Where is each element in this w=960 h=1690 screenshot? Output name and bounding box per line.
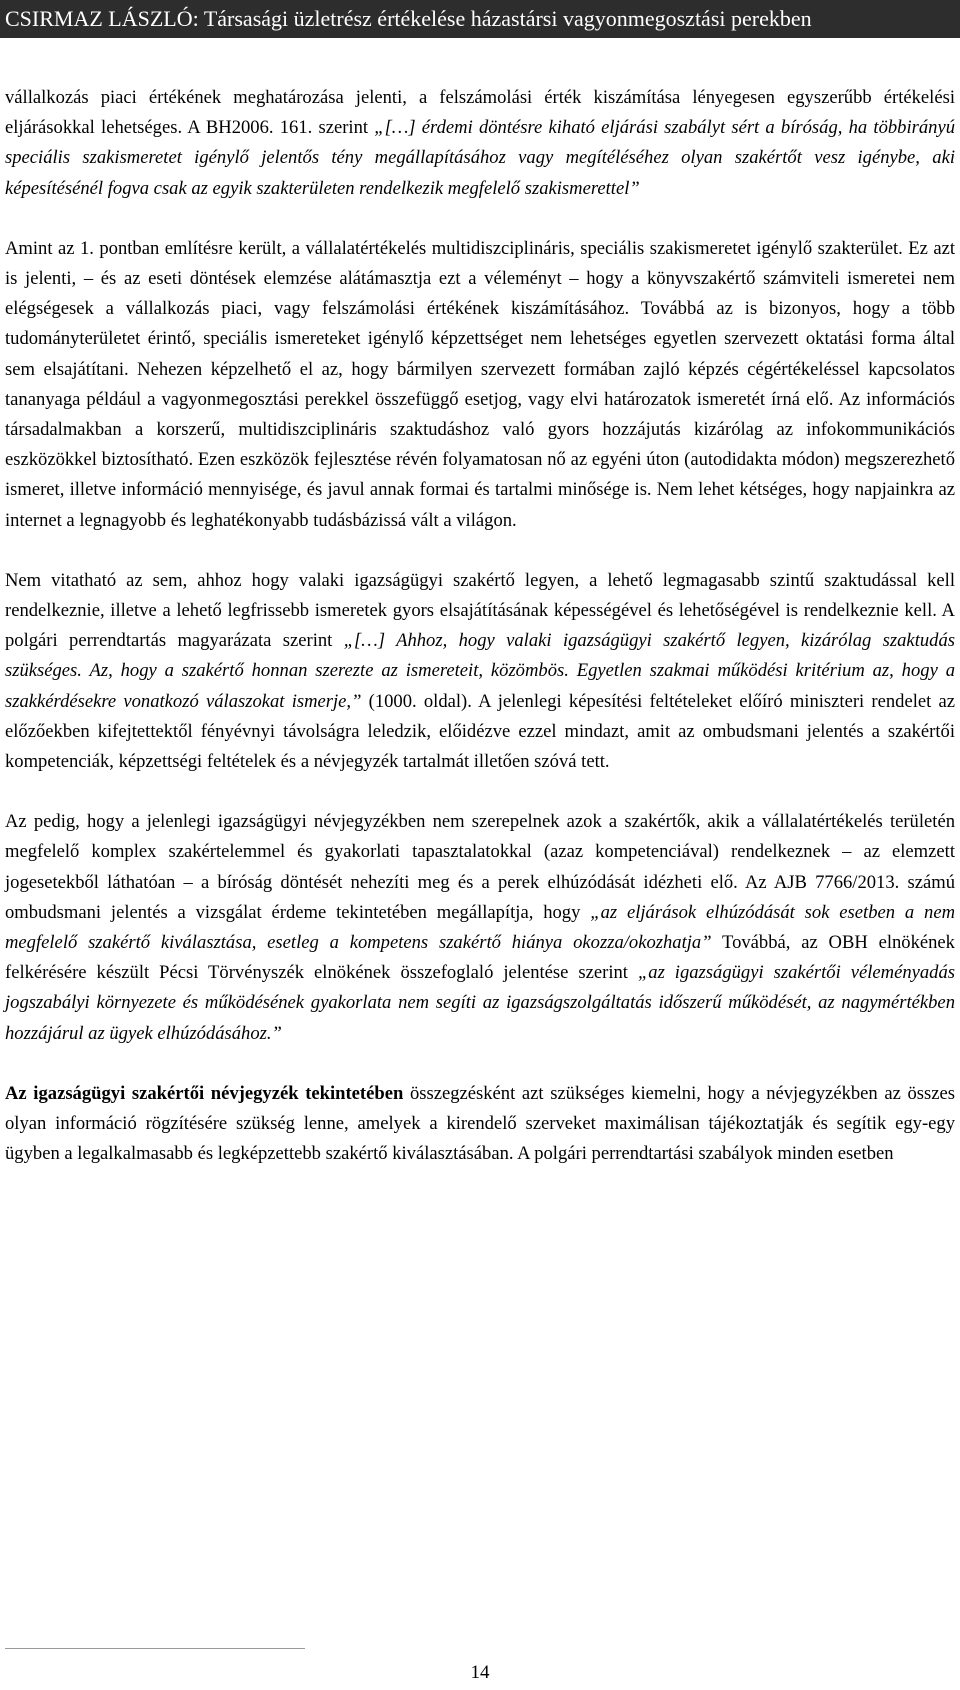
document-body	[5, 83, 955, 1170]
running-header-title: CSIRMAZ LÁSZLÓ: Társasági üzletrész értékelése házastársi vagyonmegosztási perekben	[5, 6, 812, 31]
page-number: 14	[470, 1662, 490, 1683]
paragraph	[5, 83, 955, 204]
quote-italic: „[…] érdemi döntésre kiható eljárási szabályt sért a bíróság, ha többirányú speciális szakismeretet igénylő jelentős tény megállapításához vagy megítéléséhez olyan szakértőt vesz igénybe, aki képesítésénél fogva csak az egyik szakterületen rendelkezik megfelelő szakismerettel”	[5, 117, 955, 199]
text-run: Továbbá, az OBH elnökének felkérésére készült Pécsi Törvényszék elnökének összefoglaló jelentése szerint	[5, 932, 955, 984]
paragraph	[5, 234, 955, 536]
text-run: (1000. oldal). A jelenlegi képesítési feltételeket előíró miniszteri rendelet az előzőekben kifejtettektől fényévnyi távolságra leledzik, előidézve ezzel mindazt, amit az ombudsmani jelentés a szakértői kompetenciák, képzettségi feltételek és a névjegyzék tartalmát illetően szóvá tett.	[5, 690, 955, 773]
paragraph	[5, 1079, 955, 1170]
text-run: Nem vitatható az sem, ahhoz hogy valaki igazságügyi szakértő legyen, a lehető legmagasabb szintű szaktudással kell rendelkeznie, illetve a lehető legfrissebb ismeretek gyors elsajátításának képességével és lehetőségével is rendelkeznie kell. A polgári perrendtartás magyarázata szerint	[5, 569, 955, 652]
text-run: Az pedig, hogy a jelenlegi igazságügyi névjegyzékben nem szerepelnek azok a szakértők, akik a vállalatértékelés területén megfelelő komplex szakértelemmel és gyakorlati tapasztalatokkal (azaz kompetenciával) rendelkeznek – az elemzett jogesetekből láthatóan – a bíróság döntését nehezíti meg és a perek elhúzódását idézheti elő. Az AJB 7766/2013. számú ombudsmani jelentés a vizsgálat érdeme tekintetében megállapítja, hogy	[5, 811, 955, 923]
text-run: összegzésként azt szükséges kiemelni, hogy a névjegyzékben az összes olyan információ rögzítésére szükség lenne, amelyek a kirendelő szerveket maximálisan tájékoztatják és segítik egy-egy ügyben a legalkalmasabb és legképzettebb szakértő kiválasztásában. A polgári perrendtartási szabályok minden esetben	[5, 1082, 955, 1165]
bold-lead-in: Az igazságügyi szakértői névjegyzék tekintetében	[5, 1082, 404, 1104]
quote-italic: „[…] Ahhoz, hogy valaki igazságügyi szakértő legyen, kizárólag szaktudás szükséges. Az, hogy a szakértő honnan szerezte az ismereteit, közömbös. Egyetlen szakmai működési kritérium az, hogy a szakkérdésekre vonatkozó válaszokat ismerje,”	[5, 630, 955, 712]
paragraph	[5, 566, 955, 777]
paragraph	[5, 807, 955, 1049]
running-header	[0, 0, 960, 38]
quote-italic: „az igazságügyi szakértői véleményadás jogszabályi környezete és működésének gyakorlata nem segíti az igazságszolgáltatás időszerű működését, az nagymértékben hozzájárul az ügyek elhúzódásához.”	[5, 962, 956, 1044]
text-run: vállalkozás piaci értékének meghatározása jelenti, a felszámolási érték kiszámítása lényegesen egyszerűbb értékelési eljárásokkal lehetséges. A BH2006. 161. szerint	[5, 87, 955, 139]
quote-italic: „az eljárások elhúzódását sok esetben a nem megfelelő szakértő kiválasztása, esetleg a kompetens szakértő hiánya okozza/okozhatja”	[5, 901, 956, 954]
footnote-separator	[5, 1648, 305, 1649]
text-run: Amint az 1. pontban említésre került, a vállalatértékelés multidiszciplináris, speciális szakismeretet igénylő szakterület. Ez azt is jelenti, – és az eseti döntések elemzése alátámasztja ezt a véleményt – hogy a könyvszakértő számviteli ismeretei nem elégségesek a vállalkozás piaci, vagy felszámolási értékének kiszámításához. Továbbá az is bizonyos, hogy a több tudományterületet érintő, speciális ismereteket igénylő képzettséget nem lehetséges egyetlen szervezett oktatási forma által sem elsajátítani. Nehezen képzelhető el az, hogy bármilyen szervezett formában zajló képzés cégértékeléssel kapcsolatos tananyaga például a vagyonmegosztási perekkel összefüggő esetjog, vagy elvi határozatok ismeretét írná elő. Az információs társadalmakban a korszerű, multidiszciplináris szaktudáshoz való gyors hozzájutás kizárólag az infokommunikációs eszközökkel biztosítható. Ezen eszközök fejlesztése révén folyamatosan nő az egyéni úton (autodidakta módon) megszerezhető ismeret, illetve információ mennyisége, és javul annak formai és tartalmi minősége is. Nem lehet kétséges, hogy napjainkra az internet a legnagyobb és leghatékonyabb tudásbázissá vált a világon.	[5, 237, 955, 531]
